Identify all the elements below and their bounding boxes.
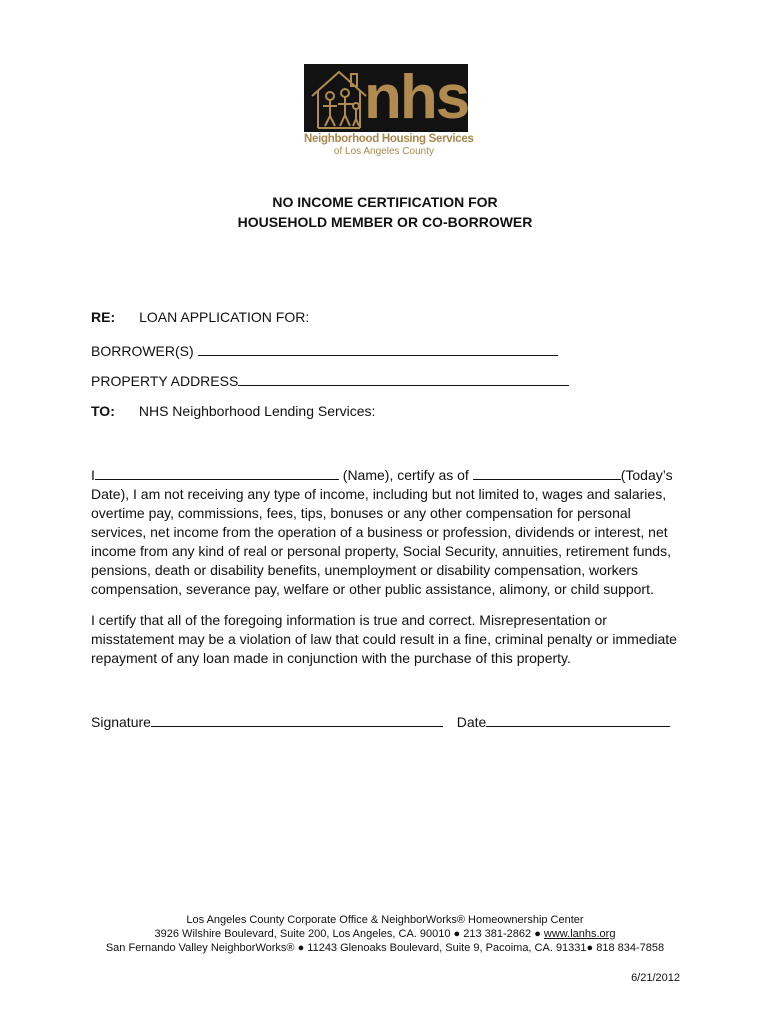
footer-line-3: San Fernando Valley NeighborWorks® ● 11243 Glenoaks Boulevard, Suite 9, Pacoima, CA. 91331● 818 834-7858 [105,942,665,954]
to-label: TO: [91,403,115,419]
footer-line-2 [0,927,770,941]
property-address-label: PROPERTY ADDRESS [91,373,239,389]
borrowers-label: BORROWER(S) [91,343,194,359]
borrowers-line [91,341,558,360]
name-certify-label: (Name), certify as of [342,467,469,483]
to-line [91,402,375,420]
re-value: LOAN APPLICATION FOR: [139,309,310,325]
nhs-logo [304,63,474,160]
website-link[interactable]: www.lanhs.org [543,928,616,940]
title-line-2: HOUSEHOLD MEMBER OR CO-BORROWER [237,214,533,230]
statement-line-6: pensions, death or disability benefits, unemployment or disability compensation, workers [91,562,639,578]
todays-date-field[interactable] [473,465,621,480]
statement-line-5: income from any kind of real or personal property, Social Security, annuities, retirement funds, [91,543,671,559]
logo-org-name: Neighborhood Housing Services [304,133,474,145]
footer [0,913,770,955]
date-label: Date [456,714,487,730]
certify-line-1: I certify that all of the foregoing information is true and correct. Misrepresentation or [91,612,607,628]
property-address-field[interactable] [238,371,569,386]
signature-line [91,712,670,731]
footer-line-1: Los Angeles County Corporate Office & NeighborWorks® Homeownership Center [186,914,584,926]
property-address-line [91,371,569,390]
statement-line-3: overtime pay, commissions, fees, tips, bonuses or any other compensation for personal [91,505,631,521]
signature-field[interactable] [151,712,443,727]
house-family-icon [308,66,370,130]
borrowers-field[interactable] [198,341,558,356]
certify-paragraph [91,611,691,668]
re-line [91,308,309,326]
re-label: RE: [91,309,116,325]
certify-line-3: repayment of any loan made in conjunction with the purchase of this property. [91,650,571,666]
date-field[interactable] [486,712,670,727]
statement-paragraph [91,465,691,599]
statement-prefix: I [91,467,95,483]
logo-org-sub: of Los Angeles County [333,146,434,157]
document-title [0,192,770,232]
logo-wordmark: nhs [364,63,469,132]
signature-label: Signature [91,714,151,730]
statement-line-4: services, net income from the operation of a business or profession, dividends or interest, net [91,524,668,540]
statement-line-7: compensation, severance pay, welfare or other public assistance, alimony, or child support. [91,581,654,597]
to-value: NHS Neighborhood Lending Services: [138,403,376,419]
footer-address: 3926 Wilshire Boulevard, Suite 200, Los Angeles, CA. 90010 ● 213 381-2862 ● [154,928,541,940]
title-line-1: NO INCOME CERTIFICATION FOR [272,194,498,210]
name-field[interactable] [95,465,339,480]
certify-line-2: misstatement may be a violation of law that could result in a fine, criminal penalty or immediate [91,631,677,647]
todays-label: (Today’s [620,467,673,483]
statement-line-2: Date), I am not receiving any type of income, including but not limited to, wages and salaries, [91,486,667,502]
document-date: 6/21/2012 [631,972,680,984]
